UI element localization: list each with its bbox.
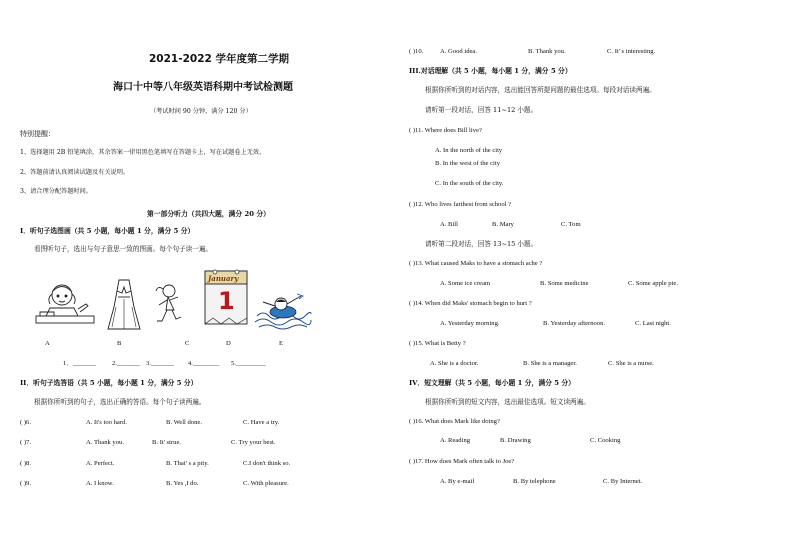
question-8-option-b: B. That' s a pity. <box>166 460 209 467</box>
question-12-option-b: B. Mary <box>492 221 514 228</box>
section-III-instructions: 根据你所听到的对话内容，选出能回答所提问题的最佳选项。每段对话读两遍。 <box>425 86 656 94</box>
question-8-number[interactable]: ( )8. <box>20 460 31 467</box>
picture-label-c: C <box>185 340 190 347</box>
picture-b-dress <box>104 277 144 332</box>
part1-heading: 第一部分听力（共四大题，满分 20 分） <box>147 210 270 218</box>
calendar-month: January <box>208 274 239 283</box>
question-11-number[interactable]: ( )11. Where does Bill live? <box>409 127 482 134</box>
question-7-option-b: B. It' strue. <box>152 439 182 446</box>
question-16-number[interactable]: ( )16. What does Mark like doing? <box>409 418 500 425</box>
answer-blank-5[interactable]: 5._________ <box>231 360 266 367</box>
question-7-option-a: A. Thank you. <box>86 439 124 446</box>
question-14-option-a: A. Yesterday morning. <box>440 320 500 327</box>
question-9-option-b: B. Yes ,I do. <box>166 480 199 487</box>
question-15-option-c: C. She is a nurse. <box>608 360 654 367</box>
question-9-number[interactable]: ( )9. <box>20 480 31 487</box>
question-8-option-a: A. Perfect. <box>86 460 115 467</box>
question-8-option-c: C.I don't think so. <box>243 460 291 467</box>
question-6-number[interactable]: ( )6. <box>20 419 31 426</box>
question-6-option-c: C. Have a try. <box>243 419 280 426</box>
question-15-number[interactable]: ( )15. What is Betty ? <box>409 340 466 347</box>
section-I-heading: Ⅰ．听句子选图画（共 5 小题，每小题 1 分，满分 5 分） <box>20 227 195 235</box>
picture-label-a: A <box>45 340 50 347</box>
notice-heading: 特别提醒： <box>20 130 55 138</box>
section-II-instructions: 根据你所听到的句子，选出正确的答语。每个句子读两遍。 <box>34 398 206 406</box>
exam-term-title: 2021-2022 学年度第二学期 <box>149 53 289 65</box>
notice-3: 3、请合理分配答题时间。 <box>20 188 92 195</box>
exam-subtitle: （考试时间 90 分钟，满分 120 分） <box>150 108 252 115</box>
answer-blank-3[interactable]: 3._______ <box>146 360 175 367</box>
answer-blank-1[interactable]: 1．_______ <box>63 360 96 367</box>
question-10-number[interactable]: ( )10. <box>409 48 424 55</box>
question-7-option-c: C. Try your best. <box>231 439 276 446</box>
question-9-option-c: C. With pleasure. <box>243 480 289 487</box>
section-II-heading: II．听句子选答语（共 5 小题，每小题 1 分，满分 5 分） <box>20 379 198 387</box>
section-III-heading: III.对话理解（共 5 小题，每小题 1 分，满分 5 分） <box>409 67 572 75</box>
answer-blank-4[interactable]: 4.________ <box>188 360 220 367</box>
question-6-option-b: B. Well done. <box>166 419 202 426</box>
exam-title: 海口十中等八年级英语科期中考试检测题 <box>113 82 293 93</box>
question-15-option-b: B. She is a manager. <box>523 360 577 367</box>
question-13-option-a: A. Some ice cream <box>440 280 491 287</box>
answer-blank-2[interactable]: 2._______ <box>112 360 141 367</box>
question-6-option-a: A. It's too hard. <box>86 419 127 426</box>
question-13-number[interactable]: ( )13. What caused Maks to have a stomach ache ? <box>409 260 543 267</box>
question-10-option-a: A. Good idea. <box>440 48 477 55</box>
picture-e-swimming <box>253 290 313 330</box>
question-15-option-a: A. She is a doctor. <box>430 360 479 367</box>
question-10-option-c: C. It' s interesting. <box>607 48 656 55</box>
dialogue-1-instructions: 请听第一段对话，回答 11~12 小题。 <box>425 106 538 114</box>
dialogue-2-instructions: 请听第二段对话，回答 13~15 小题。 <box>425 240 538 248</box>
picture-label-d: D <box>226 340 231 347</box>
question-16-option-c: C. Cooking <box>590 437 621 444</box>
question-11-option-c: C. In the south of the city. <box>435 180 504 187</box>
question-14-number[interactable]: ( )14. When did Maks' stomach begin to hurt ? <box>409 300 532 307</box>
section-I-instructions: 看图听句子，选出与句子意思一致的图画。每个句子读一遍。 <box>34 245 213 253</box>
question-12-number[interactable]: ( )12. Who lives farthest from school ? <box>409 201 512 208</box>
question-17-option-a: A. By e-mail <box>440 478 475 485</box>
question-11-option-b: B. In the west of the city <box>435 160 501 167</box>
picture-c-running-girl <box>150 283 186 328</box>
section-IV-heading: IV．短文理解（共 5 小题，每小题 1 分，满分 5 分） <box>409 379 575 387</box>
picture-a-girl-studying <box>30 282 100 330</box>
question-17-option-b: B. By telephone <box>513 478 556 485</box>
section-IV-instructions: 根据你所听到的短文内容，选出最佳选项。短文读两遍。 <box>425 398 590 406</box>
notice-1: 1、选择题用 2B 铅笔填涂，其余答案一律用黑色笔填写在答题卡上，写在试题卷上无效。 <box>20 149 266 156</box>
question-14-option-b: B. Yesterday afternoon. <box>543 320 606 327</box>
question-16-option-a: A. Reading <box>440 437 471 444</box>
question-11-option-a: A. In the north of the city <box>435 147 503 154</box>
question-16-option-b: B. Drawing <box>500 437 531 444</box>
question-17-option-c: C. By Internet. <box>603 478 643 485</box>
question-12-option-c: C. Tom <box>561 221 581 228</box>
picture-label-e: E <box>279 340 284 347</box>
question-12-option-a: A. Bill <box>440 221 458 228</box>
question-9-option-a: A. I know. <box>86 480 114 487</box>
picture-d-calendar <box>203 268 249 326</box>
question-14-option-c: C. Last night. <box>635 320 671 327</box>
question-13-option-c: C. Some apple pie. <box>628 280 678 287</box>
picture-label-b: B <box>117 340 122 347</box>
calendar-day: 1 <box>218 287 235 315</box>
question-7-number[interactable]: ( )7. <box>20 439 31 446</box>
question-10-option-b: B. Thank you. <box>528 48 566 55</box>
question-17-number[interactable]: ( )17. How does Mark often talk to Joe? <box>409 458 515 465</box>
question-13-option-b: B. Some medicine <box>540 280 589 287</box>
notice-2: 2、答题前请认真阅读试题及有关说明。 <box>20 169 130 176</box>
